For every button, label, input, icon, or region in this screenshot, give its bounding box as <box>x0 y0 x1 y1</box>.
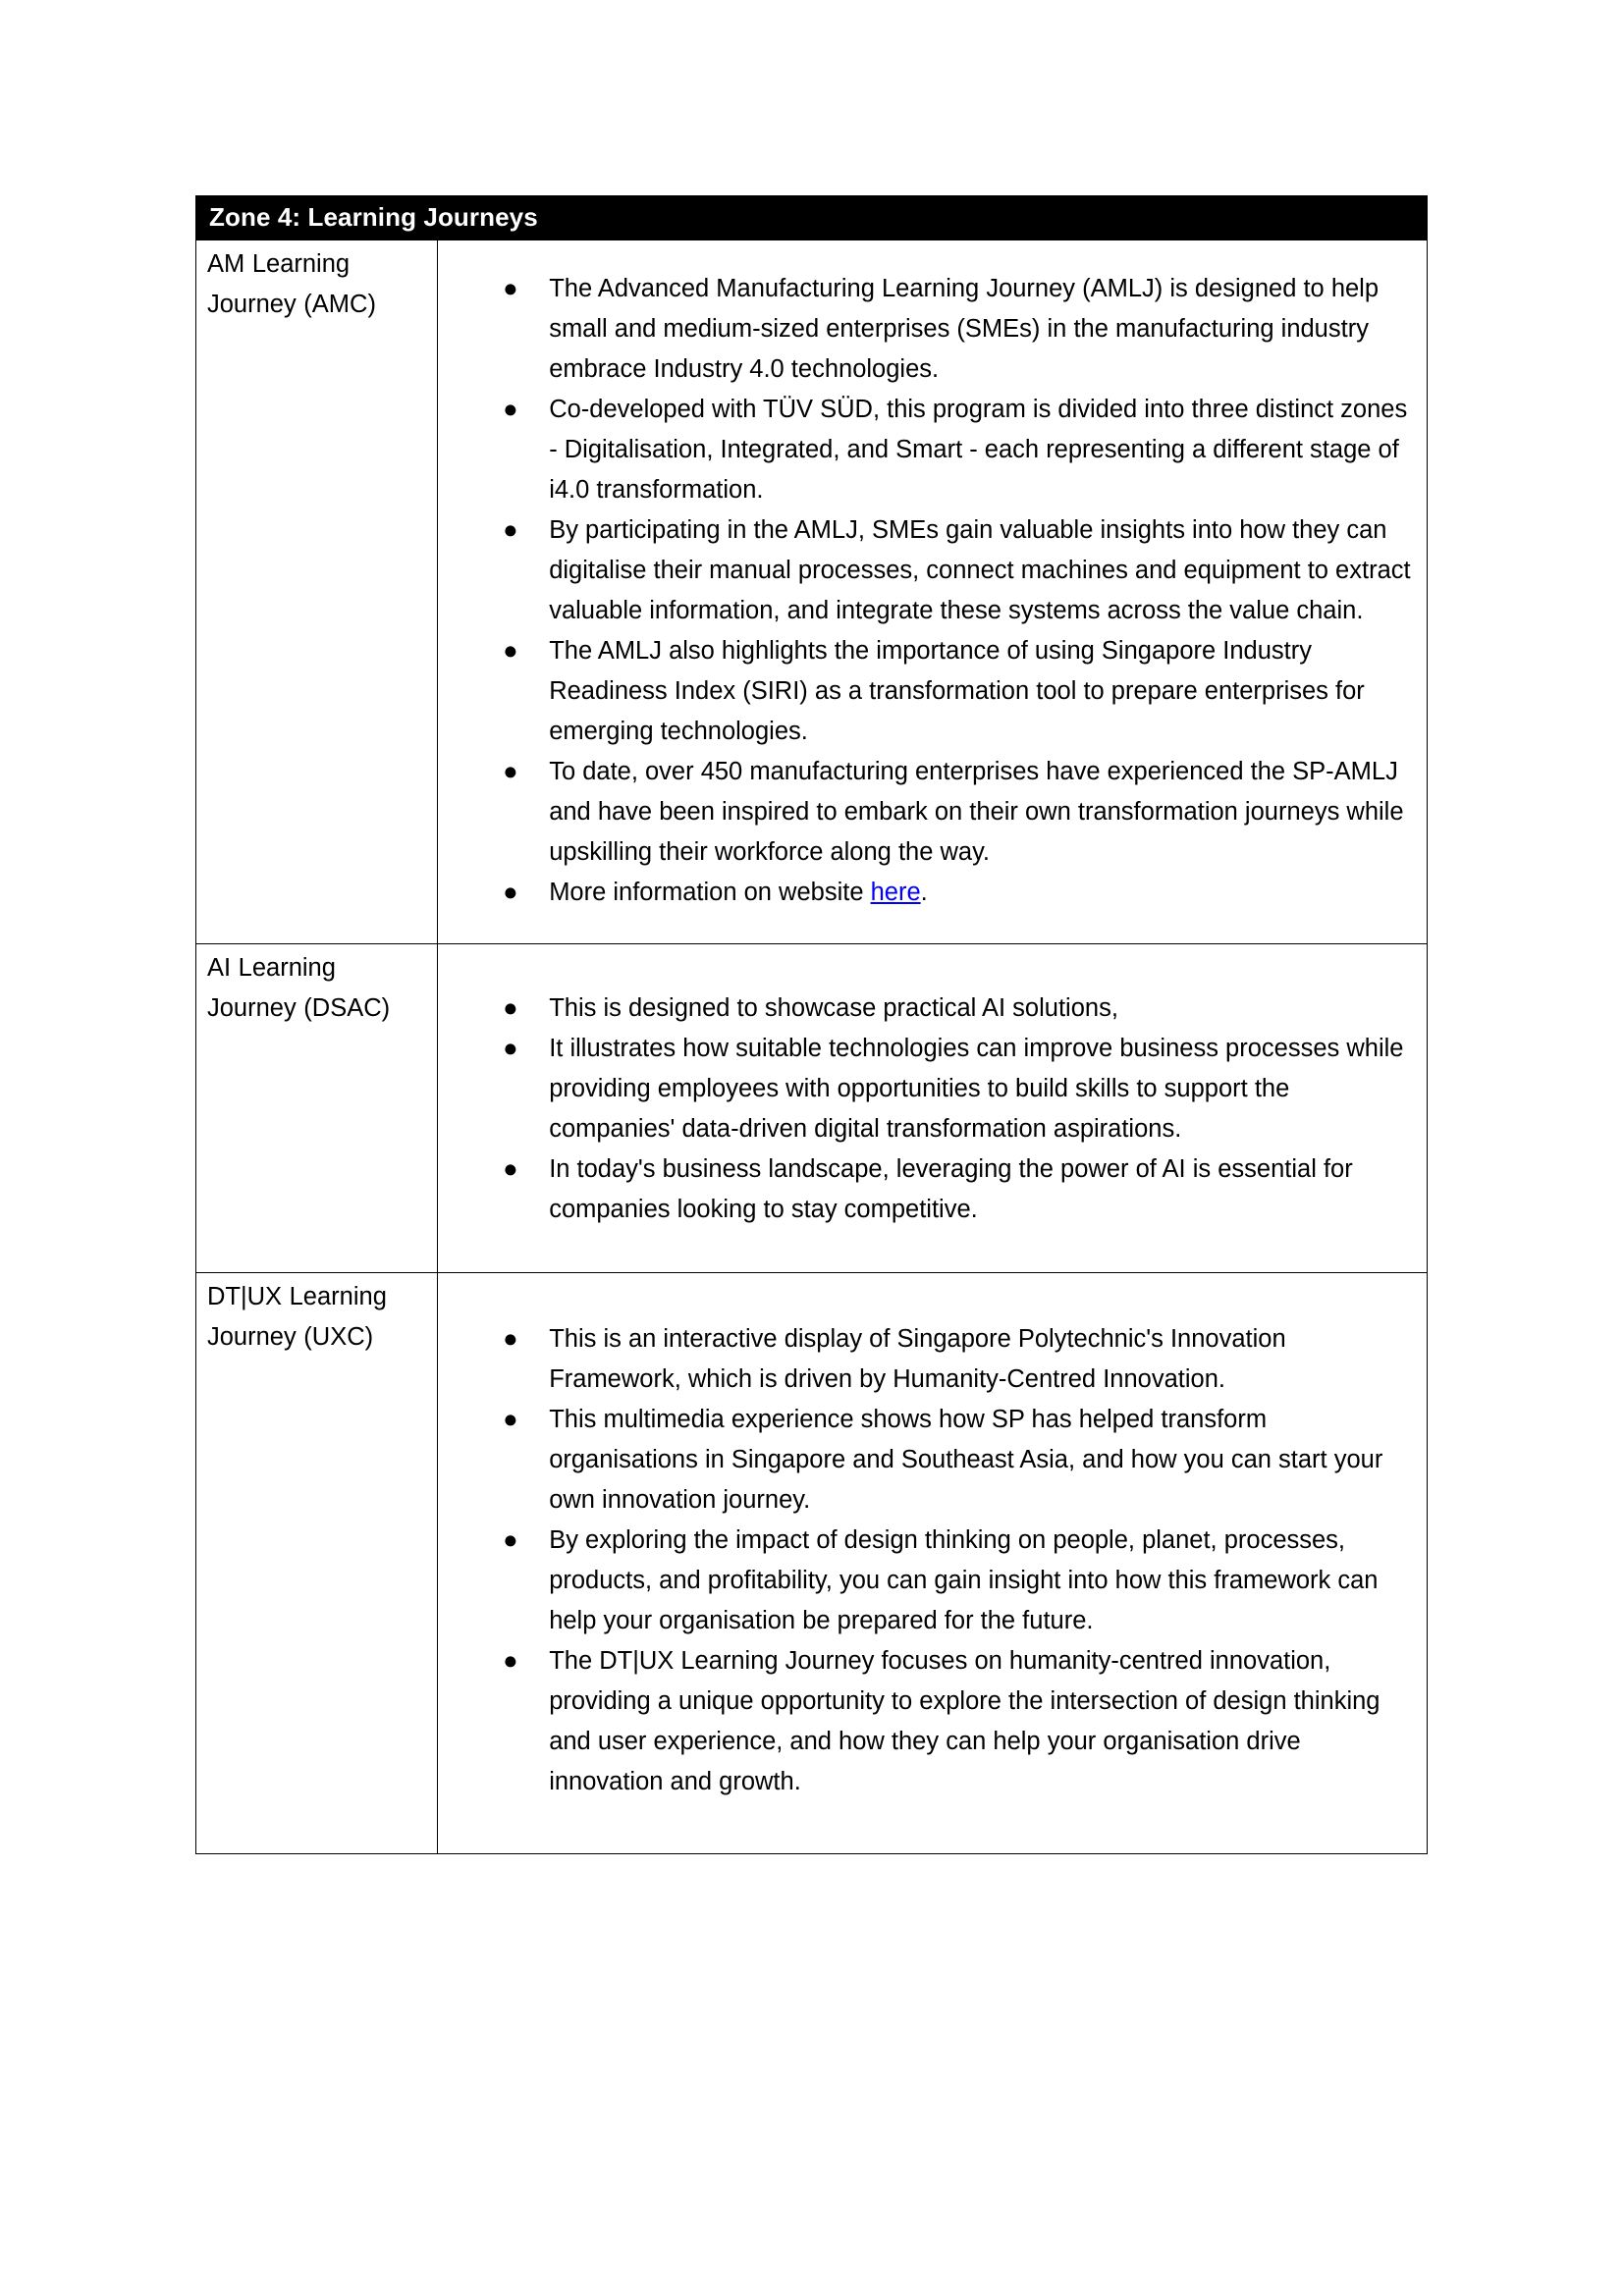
list-item-with-link <box>438 873 1427 913</box>
bullet-dot-icon: ● <box>503 1035 518 1062</box>
list-item <box>438 1029 1427 1149</box>
list-item <box>438 1641 1427 1802</box>
list-item-text: The Advanced Manufacturing Learning Journey (AMLJ) is designed to help small and medium-sized enterprises (SMEs) in the manufacturing industry embrace Industry 4.0 technologies. <box>549 275 1380 383</box>
spacer <box>438 1230 1427 1272</box>
row-content-cell-am <box>438 240 1428 944</box>
spacer <box>438 944 1427 988</box>
list-item-text: This is an interactive display of Singapore Polytechnic's Innovation Framework, which is driven by Humanity-Centred Innovation. <box>549 1325 1286 1393</box>
table-row <box>196 240 1428 944</box>
list-item <box>438 269 1427 390</box>
row-label-ux-line1: DT|UX Learning <box>207 1283 387 1310</box>
bullet-dot-icon: ● <box>503 637 518 665</box>
list-item-text: This is designed to showcase practical AI solutions, <box>549 994 1118 1022</box>
list-item <box>438 1521 1427 1641</box>
row-label-am-line1: AM Learning <box>207 250 351 278</box>
table-header-row <box>196 196 1428 240</box>
bullet-dot-icon: ● <box>503 1406 518 1433</box>
list-item <box>438 390 1427 510</box>
row-label-ai <box>196 944 437 1029</box>
learning-journeys-table <box>195 195 1428 1854</box>
table-row <box>196 1273 1428 1854</box>
bullet-dot-icon: ● <box>503 879 518 906</box>
bullet-list-ux <box>438 1319 1427 1802</box>
spacer <box>438 1273 1427 1319</box>
spacer <box>438 913 1427 943</box>
list-item <box>438 1400 1427 1521</box>
bullet-dot-icon: ● <box>503 1647 518 1675</box>
row-content-cell-ai <box>438 944 1428 1273</box>
row-label-cell-ux <box>196 1273 438 1854</box>
bullet-dot-icon: ● <box>503 1325 518 1353</box>
list-item-text: By exploring the impact of design thinking on people, planet, processes, products, and profitability, you can gain insight into how this framework can help your organisation be prepared for the future. <box>549 1526 1379 1634</box>
list-item-text: In today's business landscape, leveraging the power of AI is essential for companies looking to stay competitive. <box>549 1155 1353 1223</box>
bullet-dot-icon: ● <box>503 994 518 1022</box>
list-item-text <box>549 873 1413 913</box>
list-item-text: The AMLJ also highlights the importance of using Singapore Industry Readiness Index (SIRI) as a transformation tool to prepare enterprises for emerging technologies. <box>549 637 1365 745</box>
row-label-cell-am <box>196 240 438 944</box>
list-item <box>438 1149 1427 1230</box>
list-item <box>438 988 1427 1029</box>
row-content-cell-ux <box>438 1273 1428 1854</box>
list-item-text: This multimedia experience shows how SP has helped transform organisations in Singapore and Southeast Asia, and how you can start your own innovation journey. <box>549 1406 1383 1514</box>
zone-header-title: Zone 4: Learning Journeys <box>209 202 538 232</box>
list-item <box>438 752 1427 873</box>
list-item <box>438 510 1427 631</box>
bullet-dot-icon: ● <box>503 275 518 302</box>
spacer <box>438 240 1427 269</box>
row-label-am <box>196 240 437 325</box>
bullet-dot-icon: ● <box>503 396 518 423</box>
bullet-dot-icon: ● <box>503 1155 518 1183</box>
list-item <box>438 631 1427 752</box>
list-item <box>438 1319 1427 1400</box>
row-label-ai-line2: Journey (DSAC) <box>207 994 391 1022</box>
list-item-text: It illustrates how suitable technologies can improve business processes while providing employees with opportunities to build skills to support the companies' data-driven digital transformation aspirations. <box>549 1035 1404 1143</box>
list-item-text: By participating in the AMLJ, SMEs gain valuable insights into how they can digitalise their manual processes, connect machines and equipment to extract valuable information, and integrate these systems across the value chain. <box>549 516 1411 624</box>
list-item-text: The DT|UX Learning Journey focuses on humanity-centred innovation, providing a unique opportunity to explore the intersection of design thinking and user experience, and how they can help your organisation drive innovation and growth. <box>549 1647 1380 1795</box>
bullet-list-ai <box>438 988 1427 1230</box>
row-label-cell-ai <box>196 944 438 1273</box>
link-prefix-text: More information on website <box>549 879 871 906</box>
row-label-ai-line1: AI Learning <box>207 954 336 982</box>
spacer <box>438 1802 1427 1853</box>
zone-header-cell <box>196 196 1428 240</box>
row-label-ux-line2: Journey (UXC) <box>207 1323 374 1351</box>
link-suffix-text: . <box>920 879 928 906</box>
bullet-dot-icon: ● <box>503 1526 518 1554</box>
row-label-am-line2: Journey (AMC) <box>207 291 376 318</box>
bullet-dot-icon: ● <box>503 516 518 544</box>
bullet-dot-icon: ● <box>503 758 518 785</box>
list-item-text: Co-developed with TÜV SÜD, this program is divided into three distinct zones - Digitalisation, Integrated, and Smart - each representing a different stage of i4.0 transformation. <box>549 396 1408 504</box>
list-item-text: To date, over 450 manufacturing enterprises have experienced the SP-AMLJ and have been inspired to embark on their own transformation journeys while upskilling their workforce along the way. <box>549 758 1404 866</box>
row-label-ux <box>196 1273 437 1358</box>
more-information-link[interactable]: here <box>870 879 921 906</box>
table-row <box>196 944 1428 1273</box>
bullet-list-am <box>438 269 1427 913</box>
